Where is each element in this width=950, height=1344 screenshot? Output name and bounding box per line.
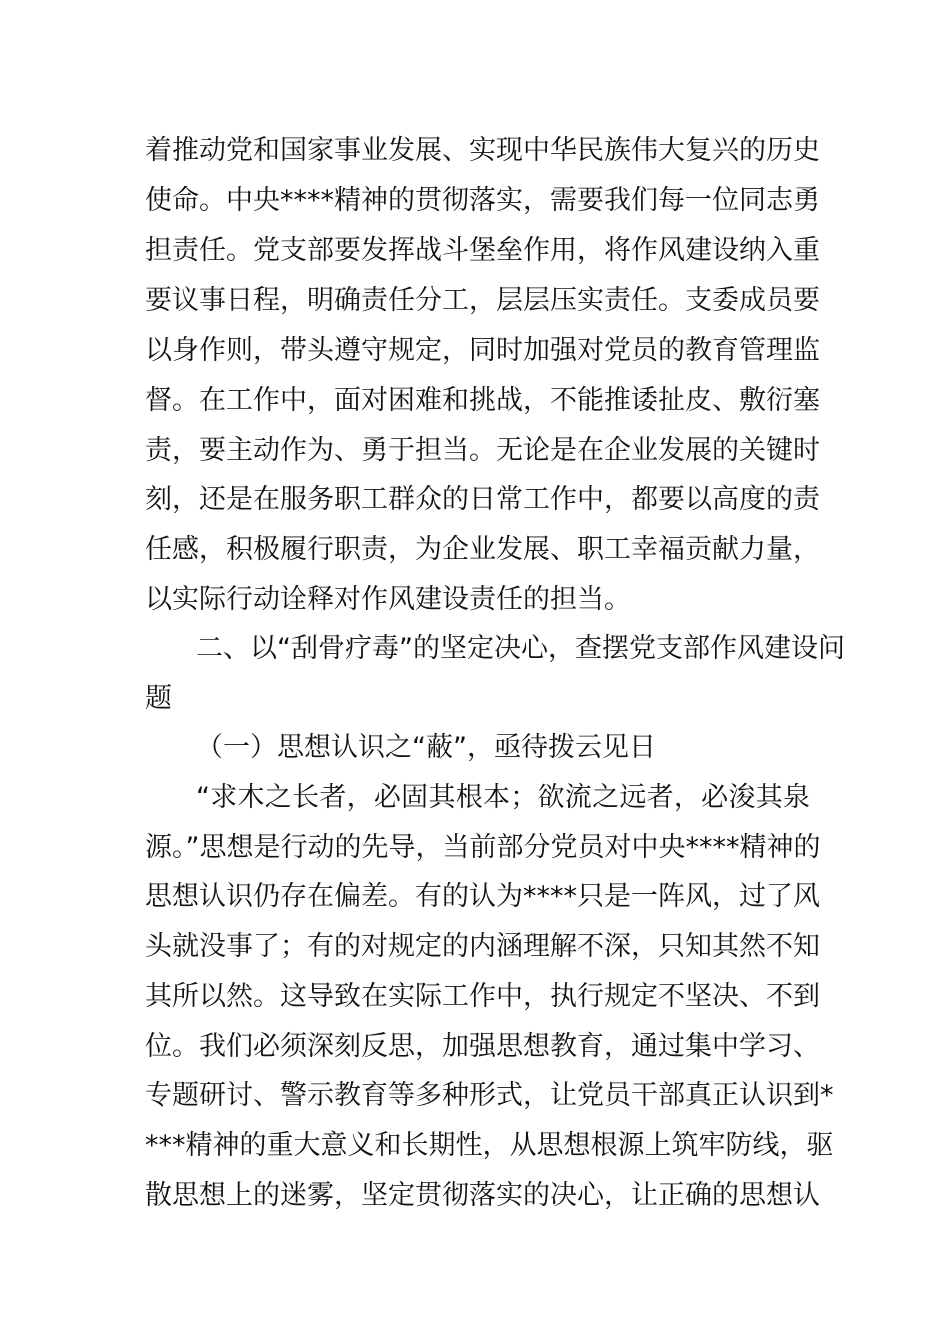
paragraph-line: 其所以然。这导致在实际工作中，执行规定不坚决、不到 [145,981,820,1012]
paragraph-line: 思想认识仍存在偏差。有的认为****只是一阵风，过了风 [145,881,820,912]
paragraph-line: 着推动党和国家事业发展、实现中华民族伟大复兴的历史 [145,135,820,166]
paragraph-line: 担责任。党支部要发挥战斗堡垒作用，将作风建设纳入重 [145,235,820,266]
paragraph-line: 责，要主动作为、勇于担当。无论是在企业发展的关键时 [145,435,820,466]
subsection-heading: （一）思想认识之“蔽”，亟待拨云见日 [196,732,656,763]
paragraph-line: 刻，还是在服务职工群众的日常工作中，都要以高度的责 [145,484,820,515]
paragraph-line: ***精神的重大意义和长期性，从思想根源上筑牢防线，驱 [145,1130,834,1161]
paragraph-line: 头就没事了；有的对规定的内涵理解不深，只知其然不知 [145,931,820,962]
paragraph-line: 散思想上的迷雾，坚定贯彻落实的决心，让正确的思想认 [145,1180,820,1211]
paragraph-line: 以身作则，带头遵守规定，同时加强对党员的教育管理监 [145,335,820,366]
paragraph-line: 任感，积极履行职责，为企业发展、职工幸福贡献力量， [145,534,820,565]
paragraph-line: 使命。中央****精神的贯彻落实，需要我们每一位同志勇 [145,185,820,216]
paragraph-line: 位。我们必须深刻反思，加强思想教育，通过集中学习、 [145,1031,820,1062]
paragraph-line: 源。”思想是行动的先导，当前部分党员对中央****精神的 [145,832,821,863]
paragraph-line: 以实际行动诠释对作风建设责任的担当。 [145,584,631,615]
paragraph-line: 要议事日程，明确责任分工，层层压实责任。支委成员要 [145,285,820,316]
paragraph-line: “求木之长者，必固其根本；欲流之远者，必浚其泉 [196,782,810,813]
paragraph-line: 专题研讨、警示教育等多种形式，让党员干部真正认识到* [145,1080,834,1111]
section-heading-continuation: 题 [145,683,172,714]
paragraph-line: 督。在工作中，面对困难和挑战，不能推诿扯皮、敷衍塞 [145,385,820,416]
section-heading: 二、以“刮骨疗毒”的坚定决心，查摆党支部作风建设问 [196,633,845,664]
